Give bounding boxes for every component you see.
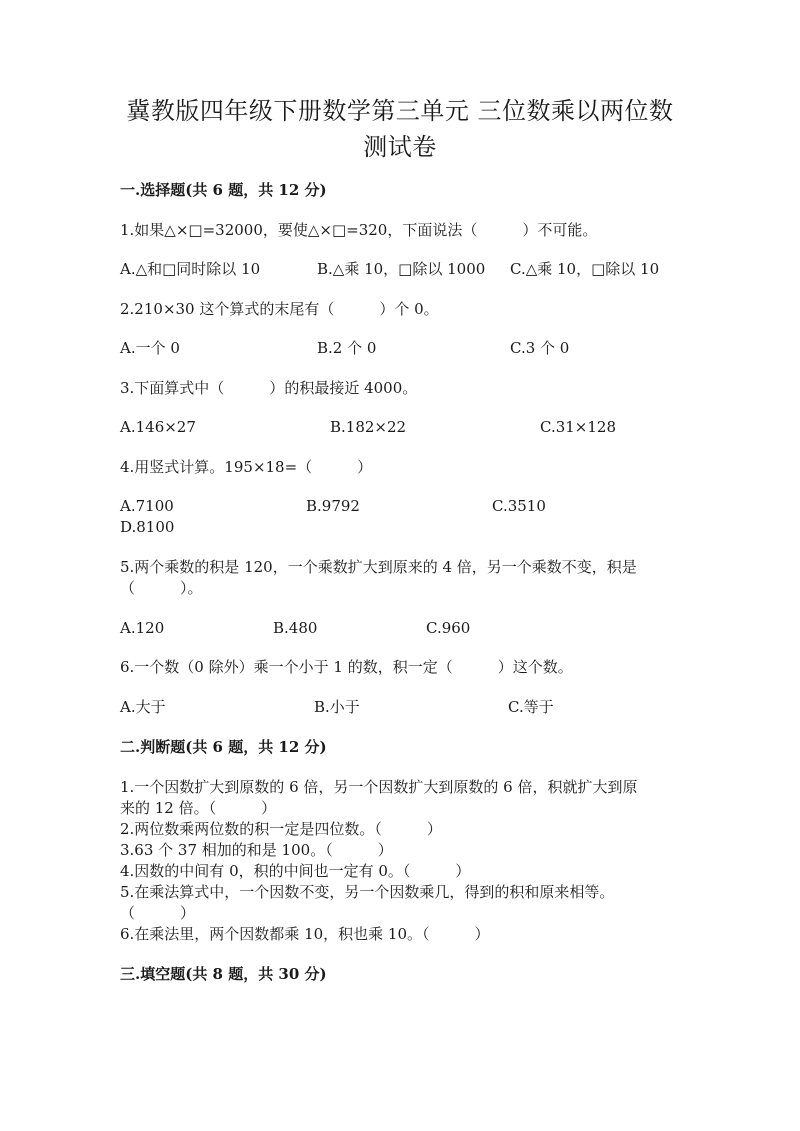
question-1: 1.如果△×□=32000，要使△×□=320，下面说法（ ）不可能。 [120,221,598,239]
page-title-continued: 测试卷 [363,133,437,161]
question-4-option-a: A.7100 [120,497,174,515]
question-1-option-a: A.△和□同时除以 10 [120,260,261,278]
question-4-option-c: C.3510 [492,497,546,515]
judgement-item-1-continued: 来的 12 倍。（ ） [120,799,277,817]
question-2-option-b: B.2 个 0 [317,339,377,357]
question-3-option-b: B.182×22 [330,418,407,436]
question-3-option-a: A.146×27 [120,418,196,436]
question-5-continued: （ ）。 [120,579,203,597]
question-5-option-a: A.120 [120,619,165,637]
question-6: 6.一个数（0 除外）乘一个小于 1 的数，积一定（ ）这个数。 [120,658,573,676]
question-6-option-a: A.大于 [120,698,166,716]
question-4-option-d: D.8100 [120,518,175,536]
question-6-option-c: C.等于 [508,698,554,716]
question-2: 2.210×30 这个算式的末尾有（ ）个 0。 [120,300,439,318]
question-5-option-b: B.480 [273,619,318,637]
question-3: 3.下面算式中（ ）的积最接近 4000。 [120,379,418,397]
question-4: 4.用竖式计算。195×18=（ ） [120,458,373,476]
question-2-option-a: A.一个 0 [120,339,180,357]
judgement-item-5-continued: （ ） [120,904,196,922]
judgement-item-3: 3.63 个 37 相加的和是 100。（ ） [120,841,393,859]
judgement-item-2: 2.两位数乘两位数的积一定是四位数。（ ） [120,820,442,838]
question-4-option-b: B.9792 [306,497,360,515]
question-2-option-c: C.3 个 0 [510,339,570,357]
section-heading-judgement: 二.判断题(共 6 题，共 12 分) [120,738,327,756]
page-title: 冀教版四年级下册数学第三单元 三位数乘以两位数 [126,97,674,125]
question-5: 5.两个乘数的积是 120，一个乘数扩大到原来的 4 倍，另一个乘数不变，积是 [120,558,637,576]
question-3-option-c: C.31×128 [540,418,616,436]
question-1-option-b: B.△乘 10，□除以 1000 [317,260,486,278]
judgement-item-5: 5.在乘法算式中，一个因数不变，另一个因数乘几，得到的积和原来相等。 [120,883,615,901]
section-heading-choice: 一.选择题(共 6 题，共 12 分) [120,181,327,199]
question-5-option-c: C.960 [426,619,471,637]
judgement-item-4: 4.因数的中间有 0，积的中间也一定有 0。（ ） [120,862,471,880]
section-heading-fill-blank: 三.填空题(共 8 题，共 30 分) [120,965,327,983]
question-6-option-b: B.小于 [314,698,360,716]
judgement-item-1: 1.一个因数扩大到原数的 6 倍，另一个因数扩大到原数的 6 倍，积就扩大到原 [120,778,638,796]
judgement-item-6: 6.在乘法里，两个因数都乘 10，积也乘 10。（ ） [120,925,490,943]
question-1-option-c: C.△乘 10，□除以 10 [510,260,660,278]
